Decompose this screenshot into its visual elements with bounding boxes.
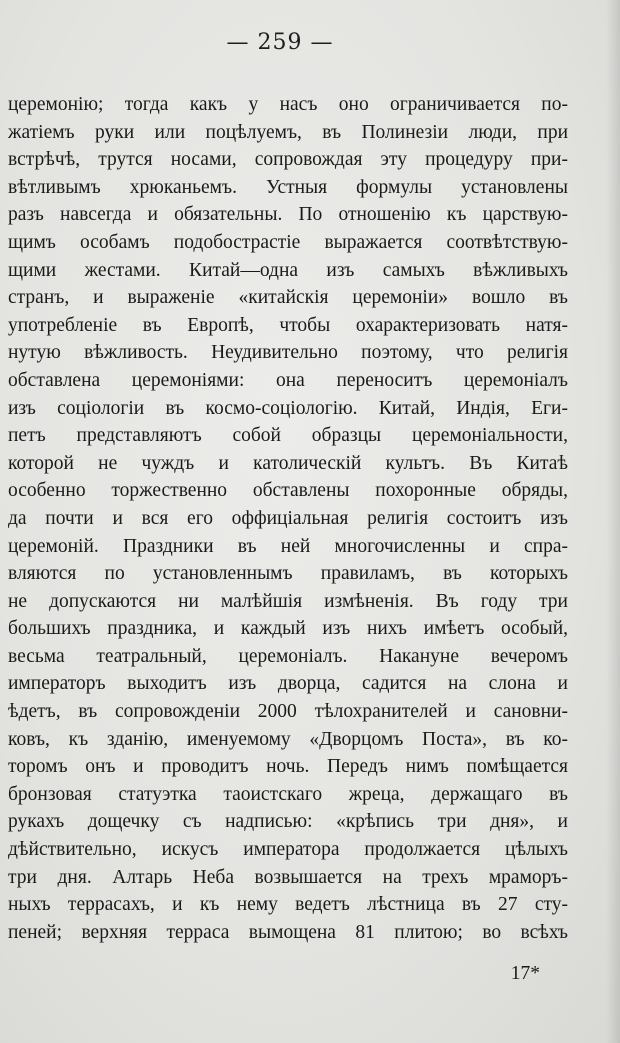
text-line: употребленіе въ Европѣ, чтобы охарактеризовать натя- xyxy=(8,314,568,336)
text-line: изъ соціологіи въ космо-соціологію. Китай, Индія, Еги- xyxy=(8,397,568,419)
text-line: встрѣчѣ, трутся носами, сопровождая эту процедуру при- xyxy=(8,149,568,171)
text-line: петъ представляютъ собой образцы церемоніальности, xyxy=(8,425,568,447)
text-line: три дня. Алтарь Неба возвышается на трехъ мраморъ- xyxy=(8,866,568,888)
text-line: обставлена церемоніями: она переноситъ церемоніалъ xyxy=(8,369,568,391)
text-line: вѣтливымъ хрюканьемъ. Устныя формулы установлены xyxy=(8,176,568,198)
text-line: щими жестами. Китай—одна изъ самыхъ вѣжливыхъ xyxy=(8,259,568,281)
text-line: рукахъ дощечку съ надписью: «крѣпись три дня», и xyxy=(8,811,568,833)
text-line: весьма театральный, церемоніалъ. Накануне вечеромъ xyxy=(8,645,568,667)
text-line: дѣйствительно, искусъ императора продолжается цѣлыхъ xyxy=(8,839,568,861)
text-line: нутую вѣжливость. Неудивительно поэтому, что религія xyxy=(8,342,568,364)
text-line: жатіемъ руки или поцѣлуемъ, въ Полинезіи люди, при xyxy=(8,121,568,143)
text-line: церемонію; тогда какъ у насъ оно ограничивается по- xyxy=(8,94,568,115)
text-line: ковъ, къ зданію, именуемому «Дворцомъ Поста», въ ко- xyxy=(8,728,568,750)
text-line: бронзовая статуэтка таоистскаго жреца, держащаго въ xyxy=(8,783,568,805)
text-line: пеней; верхняя терраса вымощена 81 плитою; во всѣхъ xyxy=(8,921,568,943)
text-line: императоръ выходитъ изъ дворца, садится на слона и xyxy=(8,673,568,695)
printer-signature-mark: 17* xyxy=(510,963,540,984)
page-edge-shadow xyxy=(606,0,620,1043)
text-line: большихъ праздника, и каждый изъ нихъ имѣетъ особый, xyxy=(8,618,568,640)
text-line: странъ, и выраженіе «китайскія церемоніи» вошло въ xyxy=(8,287,568,309)
body-text xyxy=(8,91,568,946)
text-line: торомъ онъ и проводитъ ночь. Передъ нимъ помѣщается xyxy=(8,756,568,778)
text-line: которой не чуждъ и католическій культъ. Въ Китаѣ xyxy=(8,452,568,474)
text-line: да почти и вся его оффиціальная религія состоитъ изъ xyxy=(8,507,568,529)
text-line: церемоній. Праздники въ ней многочисленны и спра- xyxy=(8,535,568,557)
text-line: ѣдетъ, въ сопровожденіи 2000 тѣлохранителей и сановни- xyxy=(8,701,568,723)
text-line: щимъ особамъ подобострастіе выражается соотвѣтствую- xyxy=(8,231,568,253)
text-line: не допускаются ни малѣйшія измѣненія. Въ году три xyxy=(8,590,568,612)
text-line: особенно торжественно обставлены похоронные обряды, xyxy=(8,480,568,502)
text-line: ныхъ террасахъ, и къ нему ведетъ лѣстница въ 27 сту- xyxy=(8,894,568,916)
text-line: разъ навсегда и обязательны. По отношенію къ царствую- xyxy=(8,204,568,226)
text-line: вляются по установленнымъ правиламъ, въ которыхъ xyxy=(8,563,568,585)
page-number: — 259 — xyxy=(226,30,334,55)
